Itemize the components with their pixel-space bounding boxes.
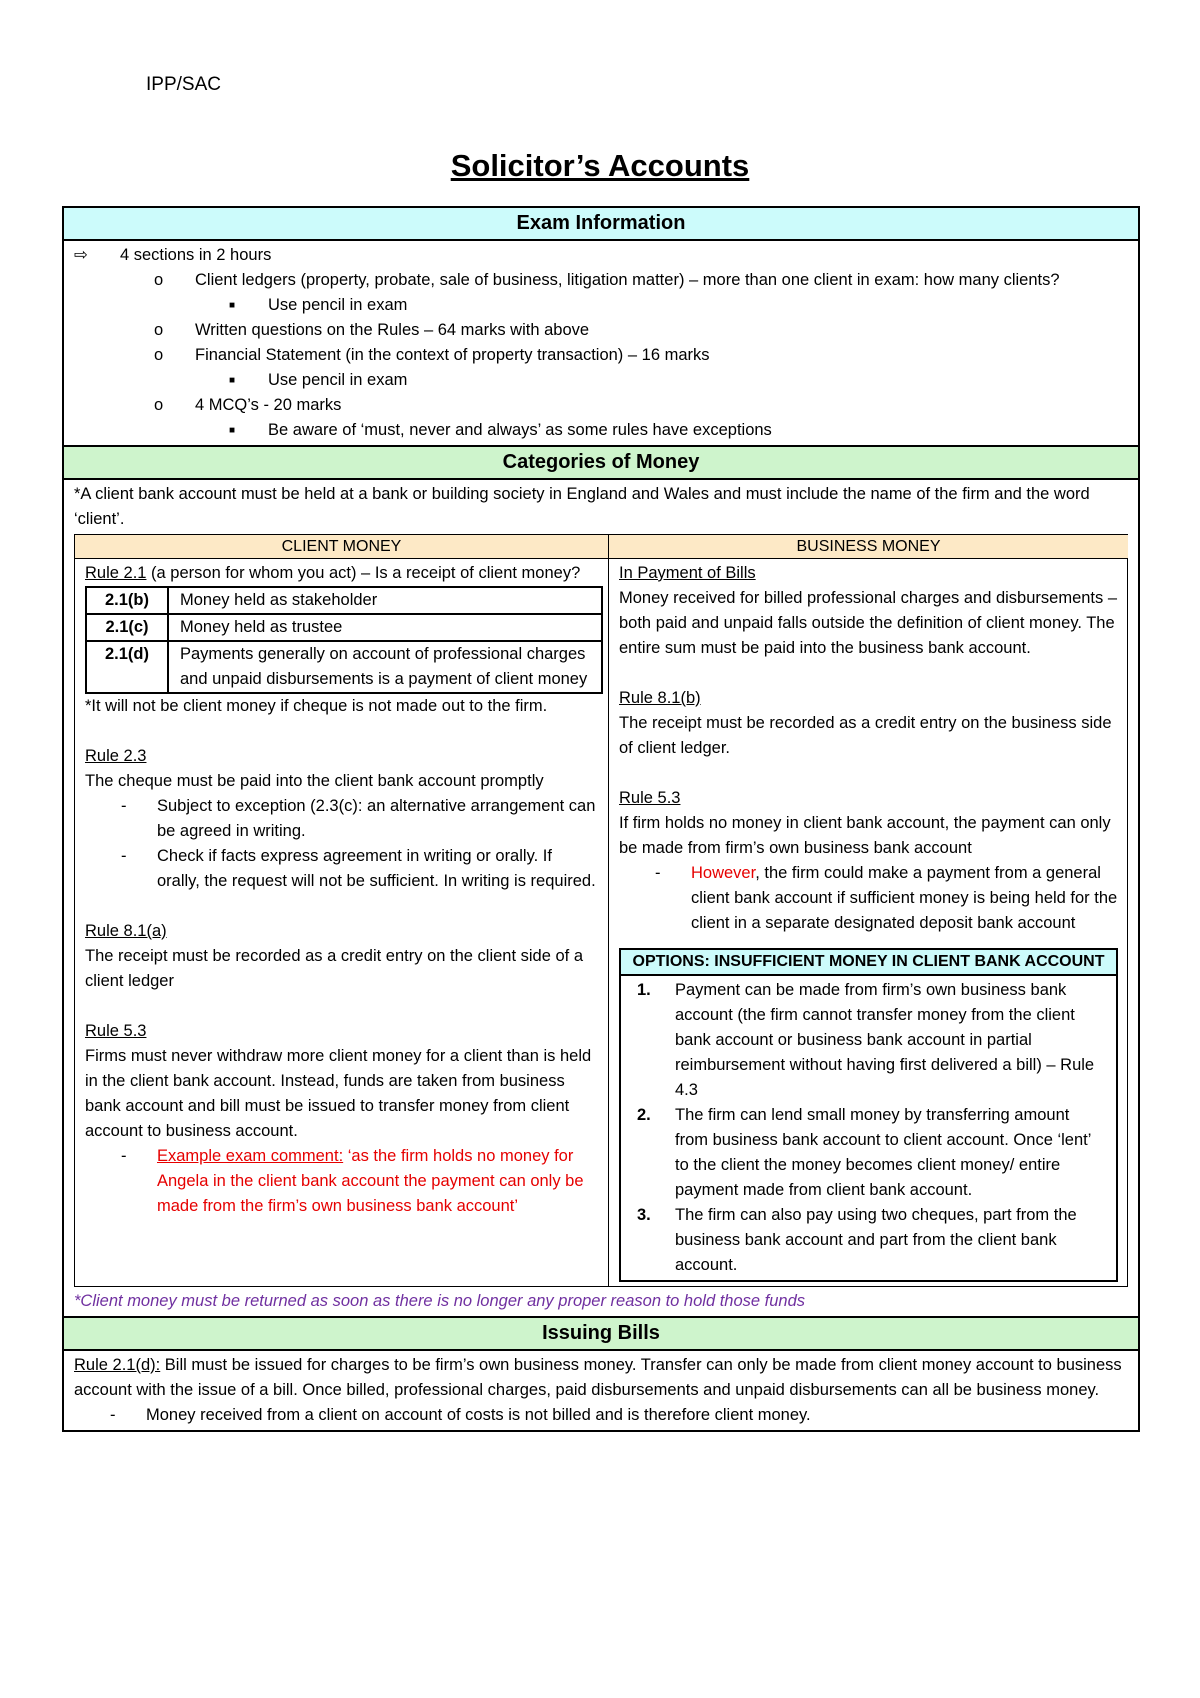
- issuing-bills-heading: Issuing Bills: [64, 1316, 1138, 1351]
- client-money-heading: CLIENT MONEY: [75, 535, 608, 559]
- rule-5-3-text: Firms must never withdraw more client money for a client than is held in the client bank account. Instead, funds are taken from business bank account and bill must be issued to transfer money from client account to business account.: [85, 1047, 592, 1140]
- circle-bullet-icon: o: [154, 346, 164, 364]
- list-item: - However, the firm could make a payment from a general client bank account if sufficient money is being held for the client in a separate designated deposit bank account: [619, 861, 1118, 936]
- issuing-bills-section: [64, 1351, 1138, 1430]
- categories-heading: Categories of Money: [64, 447, 1138, 480]
- rule-2-3-text: The cheque must be paid into the client bank account promptly: [85, 772, 544, 790]
- list-item: o 4 MCQ’s - 20 marks: [74, 393, 1128, 418]
- business-money-heading: BUSINESS MONEY: [609, 535, 1128, 559]
- list-item: ■ Be aware of ‘must, never and always’ as some rules have exceptions: [74, 418, 1128, 443]
- list-item: 2. The firm can lend small money by transferring amount from business bank account to client account. Once ‘lent’ to the client the money becomes client money/ entire payment made from client bank account.: [637, 1106, 1091, 1199]
- page-title: Solicitor’s Accounts: [450, 148, 750, 183]
- rule-5-3-text: If firm holds no money in client bank account, the payment can only be made from firm’s own business bank account: [619, 814, 1111, 857]
- rule-2-1d: Rule 2.1(d): Bill must be issued for charges to be firm’s own business money. Transfer can only be made from client money account to business account with the issue of a bill. Once billed, professional charges, paid disbursements and unpaid disbursements can all be business money.: [74, 1356, 1122, 1399]
- dash-bullet-icon: -: [110, 1406, 116, 1424]
- rule-2-3-label: Rule 2.3: [85, 747, 147, 765]
- list-item: - Subject to exception (2.3(c): an alternative arrangement can be agreed in writing.: [85, 794, 598, 844]
- arrow-icon: ⇨: [74, 246, 88, 264]
- exam-info-heading: Exam Information: [64, 208, 1138, 241]
- payment-of-bills-label: In Payment of Bills: [619, 564, 756, 582]
- options-box: [619, 948, 1118, 1282]
- square-bullet-icon: ■: [229, 300, 236, 311]
- cheque-note: *It will not be client money if cheque is not made out to the firm.: [85, 697, 548, 715]
- rule-8-1b-text: The receipt must be recorded as a credit entry on the business side of client ledger.: [619, 714, 1112, 757]
- business-money-column: [609, 535, 1128, 1286]
- square-bullet-icon: ■: [229, 425, 236, 436]
- list-item: o Client ledgers (property, probate, sale of business, litigation matter) – more than one client in exam: how many clients?: [74, 268, 1128, 293]
- money-columns: [74, 534, 1128, 1287]
- document-code: IPP/SAC: [146, 74, 221, 95]
- list-item: - Money received from a client on account of costs is not billed and is therefore client money.: [74, 1403, 1128, 1428]
- rule-5-3-label: Rule 5.3: [619, 789, 681, 807]
- notes-table: [62, 206, 1140, 1432]
- client-account-note: *A client bank account must be held at a bank or building society in England and Wales and must include the name of the firm and the word ‘client’.: [74, 485, 1090, 528]
- rule-5-3-label: Rule 5.3: [85, 1022, 147, 1040]
- dash-bullet-icon: -: [121, 797, 127, 815]
- circle-bullet-icon: o: [154, 396, 164, 414]
- dash-bullet-icon: -: [121, 1147, 127, 1165]
- client-money-column: [75, 535, 609, 1286]
- rule-2-1-table: [85, 586, 603, 694]
- rule-8-1a-label: Rule 8.1(a): [85, 922, 167, 940]
- return-funds-note: *Client money must be returned as soon as there is no longer any proper reason to hold those funds: [74, 1292, 806, 1310]
- exam-info-section: [64, 241, 1138, 447]
- table-row: 2.1(c) Money held as trustee: [87, 613, 601, 640]
- list-item: ⇨ 4 sections in 2 hours: [74, 243, 1128, 268]
- list-item: 3. The firm can also pay using two cheques, part from the business bank account and part from the client bank account.: [637, 1206, 1077, 1274]
- circle-bullet-icon: o: [154, 271, 164, 289]
- rule-8-1b-label: Rule 8.1(b): [619, 689, 701, 707]
- exam-comment: - Example exam comment: ‘as the firm holds no money for Angela in the client bank account the payment can only be made from the firm’s own business bank account’: [85, 1144, 598, 1219]
- list-item: ■ Use pencil in exam: [74, 293, 1128, 318]
- list-item: ■ Use pencil in exam: [74, 368, 1128, 393]
- options-heading: OPTIONS: INSUFFICIENT MONEY IN CLIENT BANK ACCOUNT: [621, 950, 1116, 976]
- list-item: 1. Payment can be made from firm’s own business bank account (the firm cannot transfer money from the client bank account or business bank account in partial reimbursement without having first delivered a bill) – Rule 4.3: [637, 981, 1095, 1099]
- list-item: o Written questions on the Rules – 64 marks with above: [74, 318, 1128, 343]
- square-bullet-icon: ■: [229, 375, 236, 386]
- list-item: - Check if facts express agreement in writing or orally. If orally, the request will not be sufficient. In writing is required.: [85, 844, 598, 894]
- rule-2-1: Rule 2.1 (a person for whom you act) – Is a receipt of client money?: [85, 564, 581, 582]
- payment-of-bills-text: Money received for billed professional charges and disbursements – both paid and unpaid falls outside the definition of client money. The entire sum must be paid into the business bank account.: [619, 589, 1118, 657]
- table-row: 2.1(d) Payments generally on account of professional charges and unpaid disbursements is a payment of client money: [87, 640, 601, 692]
- dash-bullet-icon: -: [655, 864, 661, 882]
- table-row: 2.1(b) Money held as stakeholder: [87, 588, 601, 613]
- circle-bullet-icon: o: [154, 321, 164, 339]
- rule-8-1a-text: The receipt must be recorded as a credit entry on the client side of a client ledger: [85, 947, 584, 990]
- list-item: o Financial Statement (in the context of property transaction) – 16 marks: [74, 343, 1128, 368]
- dash-bullet-icon: -: [121, 847, 127, 865]
